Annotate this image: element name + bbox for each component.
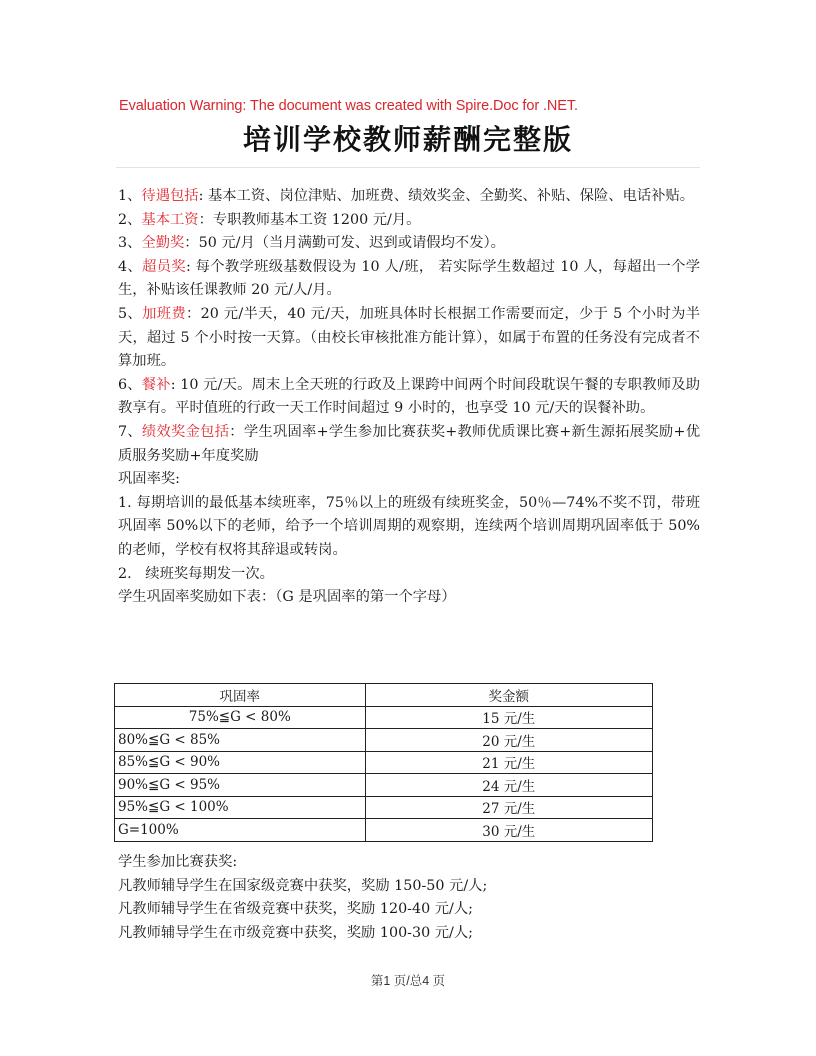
rate-cell: 90%≦G < 95%: [115, 774, 366, 797]
rate-cell: G=100%: [115, 819, 366, 842]
retention-heading: 巩固率奖:: [118, 471, 181, 488]
item-prefix: 3、: [118, 235, 142, 252]
item-label: 加班费: [142, 305, 186, 322]
item-4: [118, 256, 700, 303]
item-prefix: 5、: [118, 305, 143, 322]
item-3: [118, 232, 700, 256]
item-label: 餐补: [141, 376, 171, 393]
item-separator: :: [198, 188, 208, 204]
item-text: 基本工资、岗位津贴、加班费、绩效奖金、全勤奖、补贴、保险、电话补贴。: [207, 188, 695, 204]
competition-heading: 学生参加比赛获奖:: [118, 854, 238, 870]
item-separator: :: [185, 258, 196, 275]
item-1: [118, 185, 700, 209]
retention-bonus-table: [114, 683, 653, 842]
item-prefix: 4、: [118, 258, 143, 275]
amount-cell: 24 元/生: [365, 774, 652, 797]
table-intro: 学生巩固率奖励如下表：（G 是巩固率的第一个字母）: [118, 589, 456, 606]
page-number: 第1 页/总4 页: [370, 974, 446, 988]
item-2: [118, 209, 700, 233]
rate-cell: 85%≦G < 90%: [115, 751, 366, 774]
title-divider: [116, 167, 700, 168]
item-7: [118, 421, 700, 468]
item-text: 50 元/月（当月满勤可发、迟到或请假均不发）。: [198, 235, 505, 252]
table-row: [115, 706, 653, 729]
item-prefix: 2、: [118, 211, 142, 228]
item-text: 每个教学班级基数假设为 10 人/班， 若实际学生数超过 10 人，每超出一个学生，补贴该任课教师 20 元/人/月。: [118, 258, 701, 299]
document-body: [118, 185, 700, 610]
amount-cell: 15 元/生: [365, 706, 652, 729]
item-prefix: 1、: [118, 188, 142, 204]
item-label: 待遇包括: [141, 188, 199, 204]
competition-line-city: 凡教师辅导学生在市级竞赛中获奖，奖励 100-30 元/人;: [118, 924, 473, 941]
item-separator: :: [170, 376, 181, 393]
amount-cell: 20 元/生: [365, 729, 652, 752]
item-label: 绩效奖金包括: [141, 423, 230, 440]
item-prefix: 6、: [118, 376, 142, 393]
item-label: 基本工资: [141, 211, 199, 228]
amount-cell: 21 元/生: [365, 751, 652, 774]
retention-rule-1: 1. 每期培训的最低基本续班率，75％以上的班级有续班奖金，50％—74%不奖不罚，带班巩固率 50%以下的老师，给予一个培训周期的观察期，连续两个培训周期巩固率低于 50%的老师，学校有权将其辞退或转岗。: [118, 494, 700, 558]
table-row: [115, 796, 653, 819]
document-title: 培训学校教师薪酬完整版: [242, 123, 573, 156]
item-6: [118, 374, 700, 421]
amount-cell: 30 元/生: [365, 819, 652, 842]
rate-cell: 75%≦G < 80%: [115, 706, 366, 729]
table-row: [115, 819, 653, 842]
header-rate: 巩固率: [115, 684, 366, 707]
evaluation-warning: Evaluation Warning: The document was created with Spire.Doc for .NET.: [119, 98, 578, 114]
header-amount: 奖金额: [365, 684, 652, 707]
item-text: 学生巩固率+学生参加比赛获奖+教师优质课比赛+新生源拓展奖励+优质服务奖励+年度奖励: [118, 423, 701, 464]
item-separator: ：: [229, 423, 244, 440]
competition-line-provincial: 凡教师辅导学生在省级竞赛中获奖，奖励 120-40 元/人;: [118, 901, 473, 918]
item-5: [118, 303, 700, 374]
item-text: 10 元/天。周末上全天班的行政及上课跨中间两个时间段耽误午餐的专职教师及助教享有。平时值班的行政一天工作时间超过 9 小时的，也享受 10 元/天的误餐补助。: [118, 376, 700, 417]
table-header-row: [115, 684, 653, 707]
table-row: [115, 729, 653, 752]
item-separator: ：: [198, 211, 213, 228]
table-row: [115, 751, 653, 774]
retention-rule-2: 2. 续班奖每期发一次。: [118, 565, 274, 582]
competition-line-national: 凡教师辅导学生在国家级竞赛中获奖，奖励 150-50 元/人;: [118, 877, 488, 894]
item-text: 20 元/半天，40 元/天，加班具体时长根据工作需要而定，少于 5 个小时为半天，超过 5 个小时按一天算。（由校长审核批准方能计算），如属于布置的任务没有完成者不算加班。: [118, 305, 700, 370]
item-text: 专职教师基本工资 1200 元/月。: [212, 211, 421, 228]
item-label: 全勤奖: [141, 235, 185, 252]
item-prefix: 7、: [118, 423, 142, 440]
item-label: 超员奖: [142, 258, 186, 275]
rate-cell: 80%≦G < 85%: [115, 729, 366, 752]
competition-section: [118, 851, 700, 945]
item-separator: ：: [185, 305, 201, 322]
item-separator: ：: [184, 235, 199, 252]
rate-cell: 95%≦G < 100%: [115, 796, 366, 819]
table-row: [115, 774, 653, 797]
amount-cell: 27 元/生: [365, 796, 652, 819]
